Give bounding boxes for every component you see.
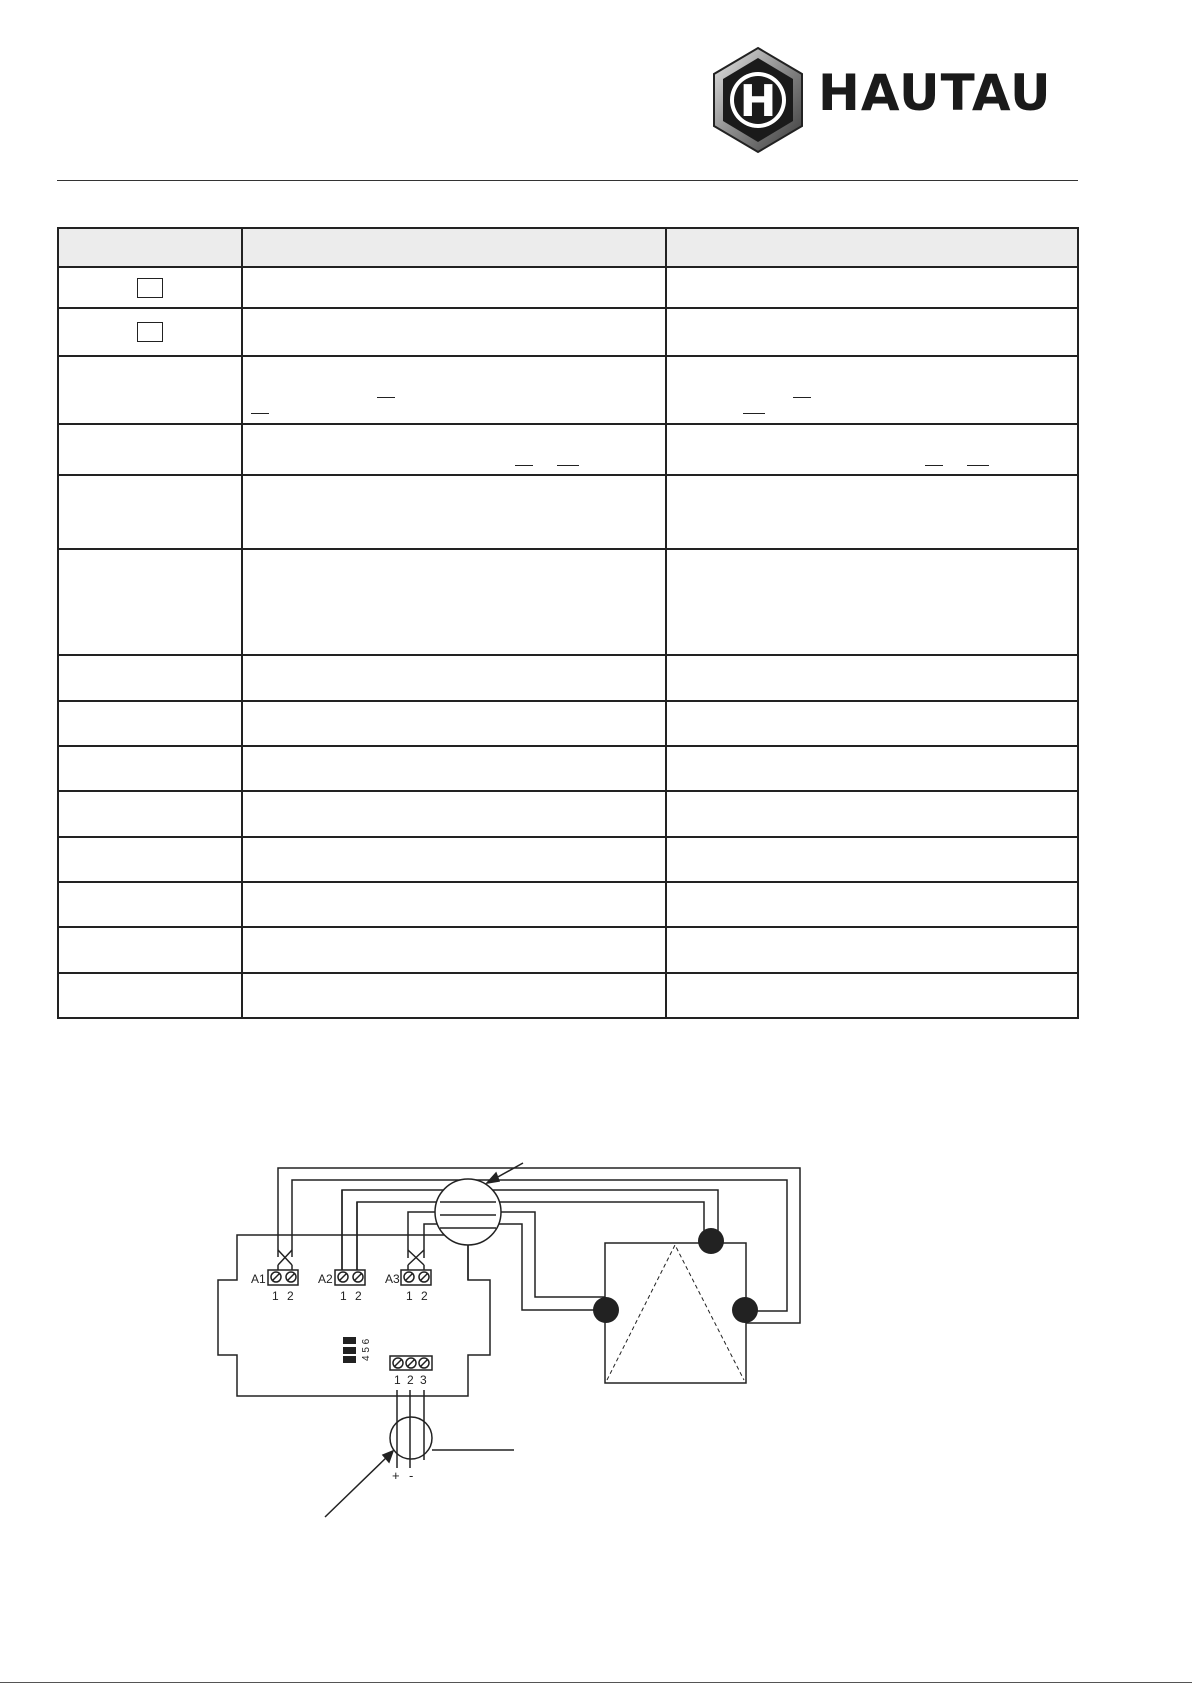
table-row (58, 746, 1078, 791)
table-cell (666, 791, 1078, 837)
polarity-minus: - (409, 1468, 414, 1483)
table-row (58, 701, 1078, 746)
terminal-label-a1: A1 (251, 1272, 266, 1286)
overline-mark (967, 465, 989, 466)
control-unit-outline (218, 1235, 490, 1396)
table-row (58, 882, 1078, 927)
box-symbol (137, 278, 163, 298)
dip-label: 4 5 6 (361, 1338, 372, 1361)
table-cell (242, 973, 666, 1018)
table-cell (666, 356, 1078, 424)
table-row (58, 837, 1078, 882)
pin-label: 1 (394, 1373, 401, 1387)
table-cell (58, 267, 242, 308)
hexagon-logo-icon (708, 46, 808, 154)
header-cell (242, 228, 666, 267)
table-row (58, 267, 1078, 308)
overline-mark (515, 465, 533, 466)
footer-divider (0, 1682, 1192, 1683)
table-row (58, 424, 1078, 475)
table-cell (58, 549, 242, 655)
table-row (58, 791, 1078, 837)
table-cell (58, 927, 242, 973)
terminal-block-a3 (401, 1270, 431, 1285)
box-symbol (137, 322, 163, 342)
table-row (58, 308, 1078, 356)
header-divider (57, 180, 1078, 181)
overline-mark (793, 397, 811, 398)
pointer-arrow-bottom (325, 1455, 389, 1517)
table-cell (242, 424, 666, 475)
table-cell (666, 882, 1078, 927)
dip-switch (343, 1337, 372, 1363)
header-cell (666, 228, 1078, 267)
pin-label: 1 (406, 1289, 413, 1303)
table-row (58, 655, 1078, 701)
table-cell (58, 791, 242, 837)
pin-label: 1 (272, 1289, 279, 1303)
table-cell (242, 701, 666, 746)
table-cell (242, 791, 666, 837)
overline-mark (377, 397, 395, 398)
polarity-plus: + (392, 1468, 400, 1483)
brand-name: HAUTAU (818, 64, 1052, 122)
pin-label: 2 (355, 1289, 362, 1303)
terminal-block-a2 (335, 1270, 365, 1285)
overline-mark (251, 413, 269, 414)
table-cell (242, 927, 666, 973)
table-row (58, 475, 1078, 549)
wiring-diagram (0, 1120, 1192, 1540)
pin-label: 1 (340, 1289, 347, 1303)
overline-mark (925, 465, 943, 466)
actuator-dot-top (698, 1228, 724, 1254)
terminal-label-a3: A3 (385, 1272, 400, 1286)
pin-label: 2 (407, 1373, 414, 1387)
table-cell (666, 701, 1078, 746)
table-cell (242, 356, 666, 424)
table-cell (58, 882, 242, 927)
table-cell (58, 424, 242, 475)
table-row (58, 549, 1078, 655)
table-row (58, 927, 1078, 973)
table-cell (666, 475, 1078, 549)
terminal-block-a1 (268, 1270, 298, 1285)
overline-mark (743, 413, 765, 414)
table-cell (242, 308, 666, 356)
table-row (58, 973, 1078, 1018)
pin-label: 2 (421, 1289, 428, 1303)
window-frame (605, 1243, 746, 1383)
table-header-row (58, 228, 1078, 267)
table-cell (242, 655, 666, 701)
table-row (58, 356, 1078, 424)
terminal-label-a2: A2 (318, 1272, 333, 1286)
table-cell (666, 267, 1078, 308)
specification-table (57, 227, 1079, 1019)
table-cell (58, 973, 242, 1018)
actuator-dot-left (593, 1297, 619, 1323)
pin-label: 2 (287, 1289, 294, 1303)
table-cell (666, 655, 1078, 701)
table-cell (242, 837, 666, 882)
table-cell (58, 655, 242, 701)
cable-gland-top (435, 1179, 501, 1245)
table-cell (242, 475, 666, 549)
pin-label: 3 (420, 1373, 427, 1387)
table-cell (58, 356, 242, 424)
table-cell (242, 882, 666, 927)
table-cell (666, 746, 1078, 791)
header-cell (58, 228, 242, 267)
table-cell (242, 549, 666, 655)
logo-letter: H (739, 76, 777, 127)
hautau-logo (708, 46, 1078, 154)
table-cell (242, 267, 666, 308)
table-cell (58, 308, 242, 356)
overline-mark (557, 465, 579, 466)
table-cell (58, 837, 242, 882)
table-cell (666, 837, 1078, 882)
table-cell (58, 701, 242, 746)
actuator-dot-right (732, 1297, 758, 1323)
table-cell (666, 424, 1078, 475)
power-terminal-block (390, 1356, 432, 1370)
table-cell (666, 308, 1078, 356)
table-cell (666, 549, 1078, 655)
table-cell (58, 475, 242, 549)
table-cell (666, 973, 1078, 1018)
table-cell (58, 746, 242, 791)
table-cell (242, 746, 666, 791)
table-cell (666, 927, 1078, 973)
